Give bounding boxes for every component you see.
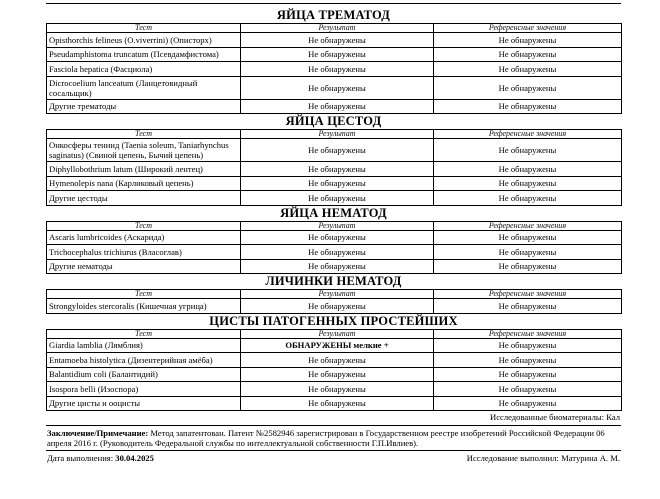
cell-result: Не обнаружены bbox=[241, 176, 434, 191]
cell-test: Онкосферы тениид (Taenia soleum, Taniarhynchus saginatus) (Свиной цепень, Бычий цепень) bbox=[47, 139, 241, 162]
execution-date bbox=[47, 452, 154, 464]
cell-test: Balantidium coli (Балантидий) bbox=[47, 367, 241, 382]
cell-test: Dicrocoelium lanceatum (Ланцетовидный сосальщик) bbox=[47, 76, 241, 99]
table-row bbox=[47, 382, 622, 397]
table-header-row bbox=[47, 130, 622, 139]
cell-result: Не обнаружены bbox=[241, 139, 434, 162]
cell-result: Не обнаружены bbox=[241, 230, 434, 245]
cell-result: Не обнаружены bbox=[241, 367, 434, 382]
cell-result: Не обнаружены bbox=[241, 47, 434, 62]
cell-reference: Не обнаружены bbox=[434, 382, 622, 397]
performer: Исследование выполнил: Матурина А. М. bbox=[466, 453, 620, 463]
cell-reference: Не обнаружены bbox=[434, 353, 622, 368]
table-row bbox=[47, 191, 622, 206]
results-table bbox=[46, 23, 622, 114]
results-table bbox=[46, 289, 622, 314]
table-row bbox=[47, 259, 622, 274]
cell-test: Giardia lamblia (Лямблия) bbox=[47, 338, 241, 353]
header-result: Результат bbox=[241, 24, 434, 33]
table-row bbox=[47, 176, 622, 191]
results-table bbox=[46, 221, 622, 275]
section-title: ЯЙЦА ЦЕСТОД bbox=[285, 114, 382, 128]
results-table bbox=[46, 329, 622, 412]
cell-result: Не обнаружены bbox=[241, 99, 434, 114]
table-row bbox=[47, 47, 622, 62]
top-border bbox=[46, 0, 621, 4]
cell-reference: Не обнаружены bbox=[434, 299, 622, 314]
cell-reference: Не обнаружены bbox=[434, 139, 622, 162]
cell-test: Entamoeba histolytica (Дизентерийная амёба) bbox=[47, 353, 241, 368]
cell-test: Другие трематоды bbox=[47, 99, 241, 114]
cell-result: Не обнаружены bbox=[241, 245, 434, 260]
cell-result: Не обнаружены bbox=[241, 382, 434, 397]
header-test: Тест bbox=[47, 329, 241, 338]
cell-reference: Не обнаружены bbox=[434, 245, 622, 260]
header-reference: Референсные значения bbox=[434, 329, 622, 338]
table-header-row bbox=[47, 221, 622, 230]
cell-reference: Не обнаружены bbox=[434, 162, 622, 177]
cell-reference: Не обнаружены bbox=[434, 191, 622, 206]
cell-result: Не обнаружены bbox=[241, 299, 434, 314]
cell-test: Другие цестоды bbox=[47, 191, 241, 206]
table-row bbox=[47, 62, 622, 77]
conclusion-block bbox=[46, 425, 621, 451]
section-title: ЯЙЦА НЕМАТОД bbox=[280, 205, 387, 220]
cell-reference: Не обнаружены bbox=[434, 99, 622, 114]
header-result: Результат bbox=[241, 329, 434, 338]
table-row bbox=[47, 33, 622, 48]
header-result: Результат bbox=[241, 130, 434, 139]
date-label: Дата выполнения: bbox=[47, 453, 114, 463]
header-test: Тест bbox=[47, 221, 241, 230]
table-row bbox=[47, 367, 622, 382]
header-test: Тест bbox=[47, 24, 241, 33]
cell-reference: Не обнаружены bbox=[434, 230, 622, 245]
header-test: Тест bbox=[47, 130, 241, 139]
header-result: Результат bbox=[241, 221, 434, 230]
header-result: Результат bbox=[241, 290, 434, 299]
header-reference: Референсные значения bbox=[434, 130, 622, 139]
cell-test: Diphyllobothrium latum (Широкий лентец) bbox=[47, 162, 241, 177]
cell-result: Не обнаружены bbox=[241, 191, 434, 206]
header-reference: Референсные значения bbox=[434, 24, 622, 33]
table-row bbox=[47, 353, 622, 368]
cell-test: Trichocephalus trichiurus (Власоглав) bbox=[47, 245, 241, 260]
date-value: 30.04.2025 bbox=[115, 453, 154, 463]
table-row bbox=[47, 230, 622, 245]
table-header-row bbox=[47, 329, 622, 338]
biomaterials-line: Исследованные биоматериалы: Кал bbox=[489, 412, 620, 422]
section-title: ЦИСТЫ ПАТОГЕННЫХ ПРОСТЕЙШИХ bbox=[209, 313, 458, 328]
cell-test: Fasciola hepatica (Фасциола) bbox=[47, 62, 241, 77]
cell-test: Другие цисты и ооцисты bbox=[47, 396, 241, 411]
table-row bbox=[47, 76, 622, 99]
section-title: ЛИЧИНКИ НЕМАТОД bbox=[265, 274, 402, 288]
cell-reference: Не обнаружены bbox=[434, 338, 622, 353]
cell-reference: Не обнаружены bbox=[434, 62, 622, 77]
cell-result: Не обнаружены bbox=[241, 33, 434, 48]
table-row bbox=[47, 245, 622, 260]
report-content bbox=[46, 8, 621, 464]
table-row bbox=[47, 396, 622, 411]
table-row bbox=[47, 162, 622, 177]
table-row bbox=[47, 338, 622, 353]
cell-result: Не обнаружены bbox=[241, 396, 434, 411]
cell-test: Другие нематоды bbox=[47, 259, 241, 274]
cell-reference: Не обнаружены bbox=[434, 47, 622, 62]
cell-reference: Не обнаружены bbox=[434, 176, 622, 191]
table-row bbox=[47, 99, 622, 114]
cell-reference: Не обнаружены bbox=[434, 76, 622, 99]
cell-reference: Не обнаружены bbox=[434, 259, 622, 274]
cell-reference: Не обнаружены bbox=[434, 367, 622, 382]
cell-result: Не обнаружены bbox=[241, 259, 434, 274]
conclusion-text: Метод запатентован. Патент №2582946 зарегистрирован в Государственном реестре изобретений Российской Федерации 06 апреля 2016 г. (Руководитель Федеральной службы по интеллектуальной собственности Г.П.Ивлиев). bbox=[47, 428, 605, 448]
cell-test: Ascaris lumbricoides (Аскарида) bbox=[47, 230, 241, 245]
table-row bbox=[47, 139, 622, 162]
cell-test: Strongyloides stercoralis (Кишечная угрица) bbox=[47, 299, 241, 314]
cell-result: Не обнаружены bbox=[241, 62, 434, 77]
sections bbox=[46, 8, 621, 411]
cell-result: Не обнаружены bbox=[241, 76, 434, 99]
footer bbox=[46, 451, 621, 464]
table-header-row bbox=[47, 290, 622, 299]
cell-reference: Не обнаружены bbox=[434, 33, 622, 48]
results-table bbox=[46, 129, 622, 206]
cell-result: Не обнаружены bbox=[241, 353, 434, 368]
cell-reference: Не обнаружены bbox=[434, 396, 622, 411]
header-reference: Референсные значения bbox=[434, 290, 622, 299]
conclusion-label: Заключение/Примечание: bbox=[47, 428, 149, 438]
cell-test: Hymenolepis nana (Карликовый цепень) bbox=[47, 176, 241, 191]
table-header-row bbox=[47, 24, 622, 33]
cell-test: Isospora belli (Изоспора) bbox=[47, 382, 241, 397]
section-title: ЯЙЦА ТРЕМАТОД bbox=[276, 8, 391, 22]
cell-test: Pseudamphistoma truncatum (Псевдамфистома) bbox=[47, 47, 241, 62]
header-reference: Референсные значения bbox=[434, 221, 622, 230]
cell-test: Opisthorchis felineus (O.viverrini) (Описторх) bbox=[47, 33, 241, 48]
header-test: Тест bbox=[47, 290, 241, 299]
cell-result: Не обнаружены bbox=[241, 162, 434, 177]
cell-result: ОБНАРУЖЕНЫ мелкие + bbox=[241, 338, 434, 353]
table-row bbox=[47, 299, 622, 314]
